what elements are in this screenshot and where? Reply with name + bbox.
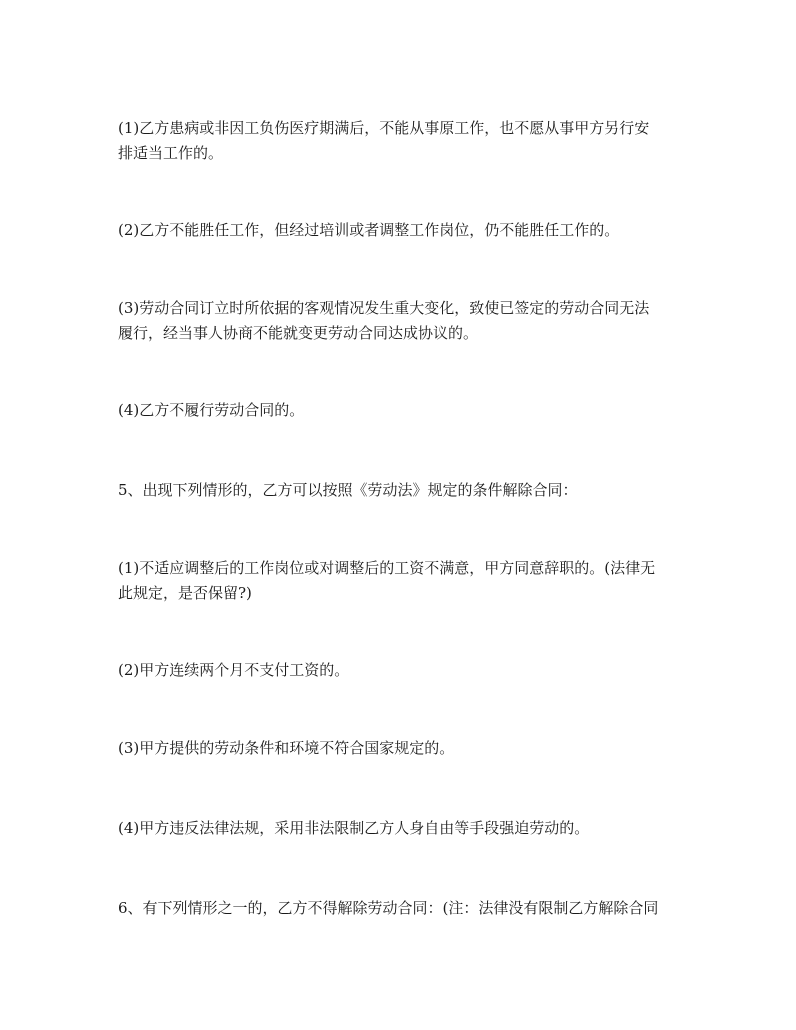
text-line: 排适当工作的。 [118,144,224,162]
text-line: (3)劳动合同订立时所依据的客观情况发生重大变化，致使已签定的劳动合同无法 [118,299,650,317]
text-line: 6、有下列情形之一的，乙方不得解除劳动合同：(注：法律没有限制乙方解除合同 [118,899,659,917]
text-line: (4)甲方违反法律法规，采用非法限制乙方人身自由等手段强迫劳动的。 [118,819,590,837]
clause-paragraph [118,556,688,606]
text-line: (2)甲方连续两个月不支付工资的。 [118,661,350,679]
text-line: 5、出现下列情形的，乙方可以按照《劳动法》规定的条件解除合同： [118,481,578,499]
clause-paragraph [118,116,688,166]
text-line: (1)不适应调整后的工作岗位或对调整后的工资不满意，甲方同意辞职的。(法律无 [118,559,656,577]
section-heading-paragraph [118,896,688,921]
clause-paragraph [118,398,688,423]
text-line: 此规定，是否保留?) [118,584,252,602]
section-heading-paragraph [118,478,688,503]
text-line: (1)乙方患病或非因工负伤医疗期满后，不能从事原工作，也不愿从事甲方另行安 [118,119,650,137]
clause-paragraph [118,296,688,346]
text-line: (2)乙方不能胜任工作，但经过培训或者调整工作岗位，仍不能胜任工作的。 [118,221,620,239]
clause-paragraph [118,816,688,841]
text-line: (4)乙方不履行劳动合同的。 [118,401,305,419]
text-line: (3)甲方提供的劳动条件和环境不符合国家规定的。 [118,739,455,757]
clause-paragraph [118,736,688,761]
text-line: 履行，经当事人协商不能就变更劳动合同达成协议的。 [118,324,479,342]
clause-paragraph [118,218,688,243]
clause-paragraph [118,658,688,683]
